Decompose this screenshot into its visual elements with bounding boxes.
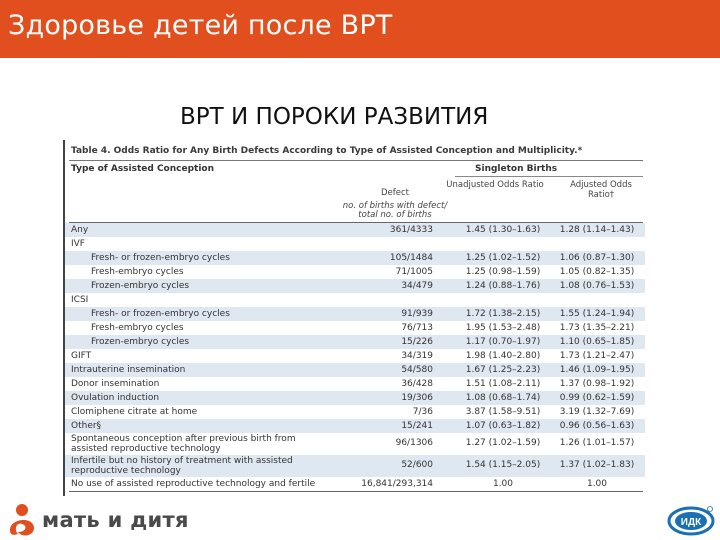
column-header-adjusted: Adjusted Odds Ratio† [570, 180, 632, 200]
table-row [65, 349, 645, 363]
table-row [65, 391, 645, 405]
row-adjusted-or: 1.28 (1.14–1.43) [559, 225, 635, 235]
row-label: No use of assisted reproductive technology and fertile [71, 479, 316, 489]
row-unadjusted-or: 1.27 (1.02–1.59) [465, 438, 541, 448]
row-unadjusted-or: 1.51 (1.08–2.11) [465, 379, 541, 389]
row-defect-count: 15/241 [401, 421, 433, 431]
table-row [65, 477, 645, 491]
page-title: Здоровье детей после ВРТ [8, 10, 393, 41]
row-label: Fresh- or frozen-embryo cycles [91, 253, 230, 263]
idk-logo-icon [666, 503, 716, 537]
row-defect-count: 91/939 [401, 309, 433, 319]
row-unadjusted-or: 1.98 (1.40–2.80) [465, 351, 541, 361]
row-adjusted-or: 1.73 (1.35–2.21) [559, 323, 635, 333]
row-defect-count: 76/713 [401, 323, 433, 333]
row-adjusted-or: 1.05 (0.82–1.35) [559, 267, 635, 277]
row-defect-count: 16,841/293,314 [361, 479, 433, 489]
row-defect-count: 361/4333 [389, 225, 433, 235]
table-row [65, 405, 645, 419]
table-row [65, 293, 645, 307]
row-unadjusted-or: 1.25 (1.02–1.52) [465, 253, 541, 263]
row-unadjusted-or: 1.25 (0.98–1.59) [465, 267, 541, 277]
row-defect-count: 36/428 [401, 379, 433, 389]
table-row [65, 377, 645, 391]
column-header-unadjusted: Unadjusted Odds Ratio [446, 180, 544, 190]
row-unadjusted-or: 1.08 (0.68–1.74) [465, 393, 541, 403]
column-header-note: no. of births with defect/ total no. of births [342, 201, 448, 220]
table-row [65, 223, 645, 237]
table-row [65, 419, 645, 433]
column-group-rule [455, 176, 643, 177]
row-label: Frozen-embryo cycles [91, 337, 190, 347]
column-header-type: Type of Assisted Conception [71, 164, 215, 174]
row-adjusted-or: 1.46 (1.09–1.95) [559, 365, 635, 375]
row-label: Frozen-embryo cycles [91, 281, 190, 291]
row-unadjusted-or: 1.24 (0.88–1.76) [465, 281, 541, 291]
row-label: Clomiphene citrate at home [71, 407, 198, 417]
row-label: Fresh-embryo cycles [91, 323, 184, 333]
row-defect-count: 7/36 [412, 407, 433, 417]
row-defect-count: 15/226 [401, 337, 433, 347]
row-unadjusted-or: 1.54 (1.15–2.05) [465, 460, 541, 470]
row-adjusted-or: 1.37 (1.02–1.83) [559, 460, 635, 470]
birth-defects-table [63, 140, 645, 496]
column-header-defect: Defect [380, 188, 409, 198]
table-row [65, 307, 645, 321]
table-row [65, 335, 645, 349]
row-unadjusted-or: 1.07 (0.63–1.82) [465, 421, 541, 431]
row-adjusted-or: 1.55 (1.24–1.94) [559, 309, 635, 319]
row-label: ICSI [71, 295, 89, 305]
row-defect-count: 71/1005 [395, 267, 433, 277]
row-label: Infertile but no history of treatment with assisted reproductive technology [71, 456, 293, 476]
row-adjusted-or: 1.26 (1.01–1.57) [559, 438, 635, 448]
row-adjusted-or: 1.10 (0.65–1.85) [559, 337, 635, 347]
row-label: Any [71, 225, 89, 235]
table-row [65, 251, 645, 265]
row-defect-count: 34/479 [401, 281, 433, 291]
table-caption: Table 4. Odds Ratio for Any Birth Defects According to Type of Assisted Conception and Multiplicity.* [71, 146, 583, 156]
row-adjusted-or: 0.96 (0.56–1.63) [559, 421, 635, 431]
row-label: Ovulation induction [71, 393, 160, 403]
table-body [65, 223, 645, 492]
table-row [65, 321, 645, 335]
row-adjusted-or: 1.37 (0.98–1.92) [559, 379, 635, 389]
table-row [65, 433, 645, 455]
row-label: Other§ [71, 421, 102, 431]
row-defect-count: 54/580 [401, 365, 433, 375]
row-label: Spontaneous conception after previous birth from assisted reproductive technology [71, 434, 296, 454]
column-group-singleton: Singleton Births [475, 164, 558, 174]
row-unadjusted-or: 1.00 [492, 479, 514, 489]
table-top-rule [69, 160, 643, 161]
logo-left-text: мать и дитя [42, 508, 189, 532]
row-adjusted-or: 1.00 [586, 479, 608, 489]
row-unadjusted-or: 3.87 (1.58–9.51) [465, 407, 541, 417]
row-unadjusted-or: 1.72 (1.38–2.15) [465, 309, 541, 319]
row-unadjusted-or: 1.67 (1.25–2.23) [465, 365, 541, 375]
row-unadjusted-or: 1.45 (1.30–1.63) [465, 225, 541, 235]
slide-subtitle: ВРТ И ПОРОКИ РАЗВИТИЯ [180, 104, 489, 130]
row-label: Donor insemination [71, 379, 160, 389]
row-label: Fresh-embryo cycles [91, 267, 184, 277]
row-unadjusted-or: 1.17 (0.70–1.97) [465, 337, 541, 347]
row-defect-count: 34/319 [401, 351, 433, 361]
row-defect-count: 105/1484 [389, 253, 433, 263]
row-adjusted-or: 1.08 (0.76–1.53) [559, 281, 635, 291]
table-row [65, 265, 645, 279]
table-row [65, 455, 645, 477]
row-adjusted-or: 0.99 (0.62–1.59) [559, 393, 635, 403]
table-row [65, 237, 645, 251]
row-label: IVF [71, 239, 85, 249]
table-row [65, 363, 645, 377]
table-row [65, 279, 645, 293]
row-adjusted-or: 1.06 (0.87–1.30) [559, 253, 635, 263]
row-defect-count: 52/600 [401, 460, 433, 470]
row-defect-count: 19/306 [401, 393, 433, 403]
row-label: GIFT [71, 351, 92, 361]
row-unadjusted-or: 1.95 (1.53–2.48) [465, 323, 541, 333]
table-bottom-rule [69, 491, 643, 492]
row-label: Fresh- or frozen-embryo cycles [91, 309, 230, 319]
row-label: Intrauterine insemination [71, 365, 186, 375]
row-defect-count: 96/1306 [395, 438, 433, 448]
logo-figure-icon [10, 504, 34, 535]
row-adjusted-or: 1.73 (1.21–2.47) [559, 351, 635, 361]
row-adjusted-or: 3.19 (1.32–7.69) [559, 407, 635, 417]
logo-right-text: ИДК [680, 517, 702, 528]
